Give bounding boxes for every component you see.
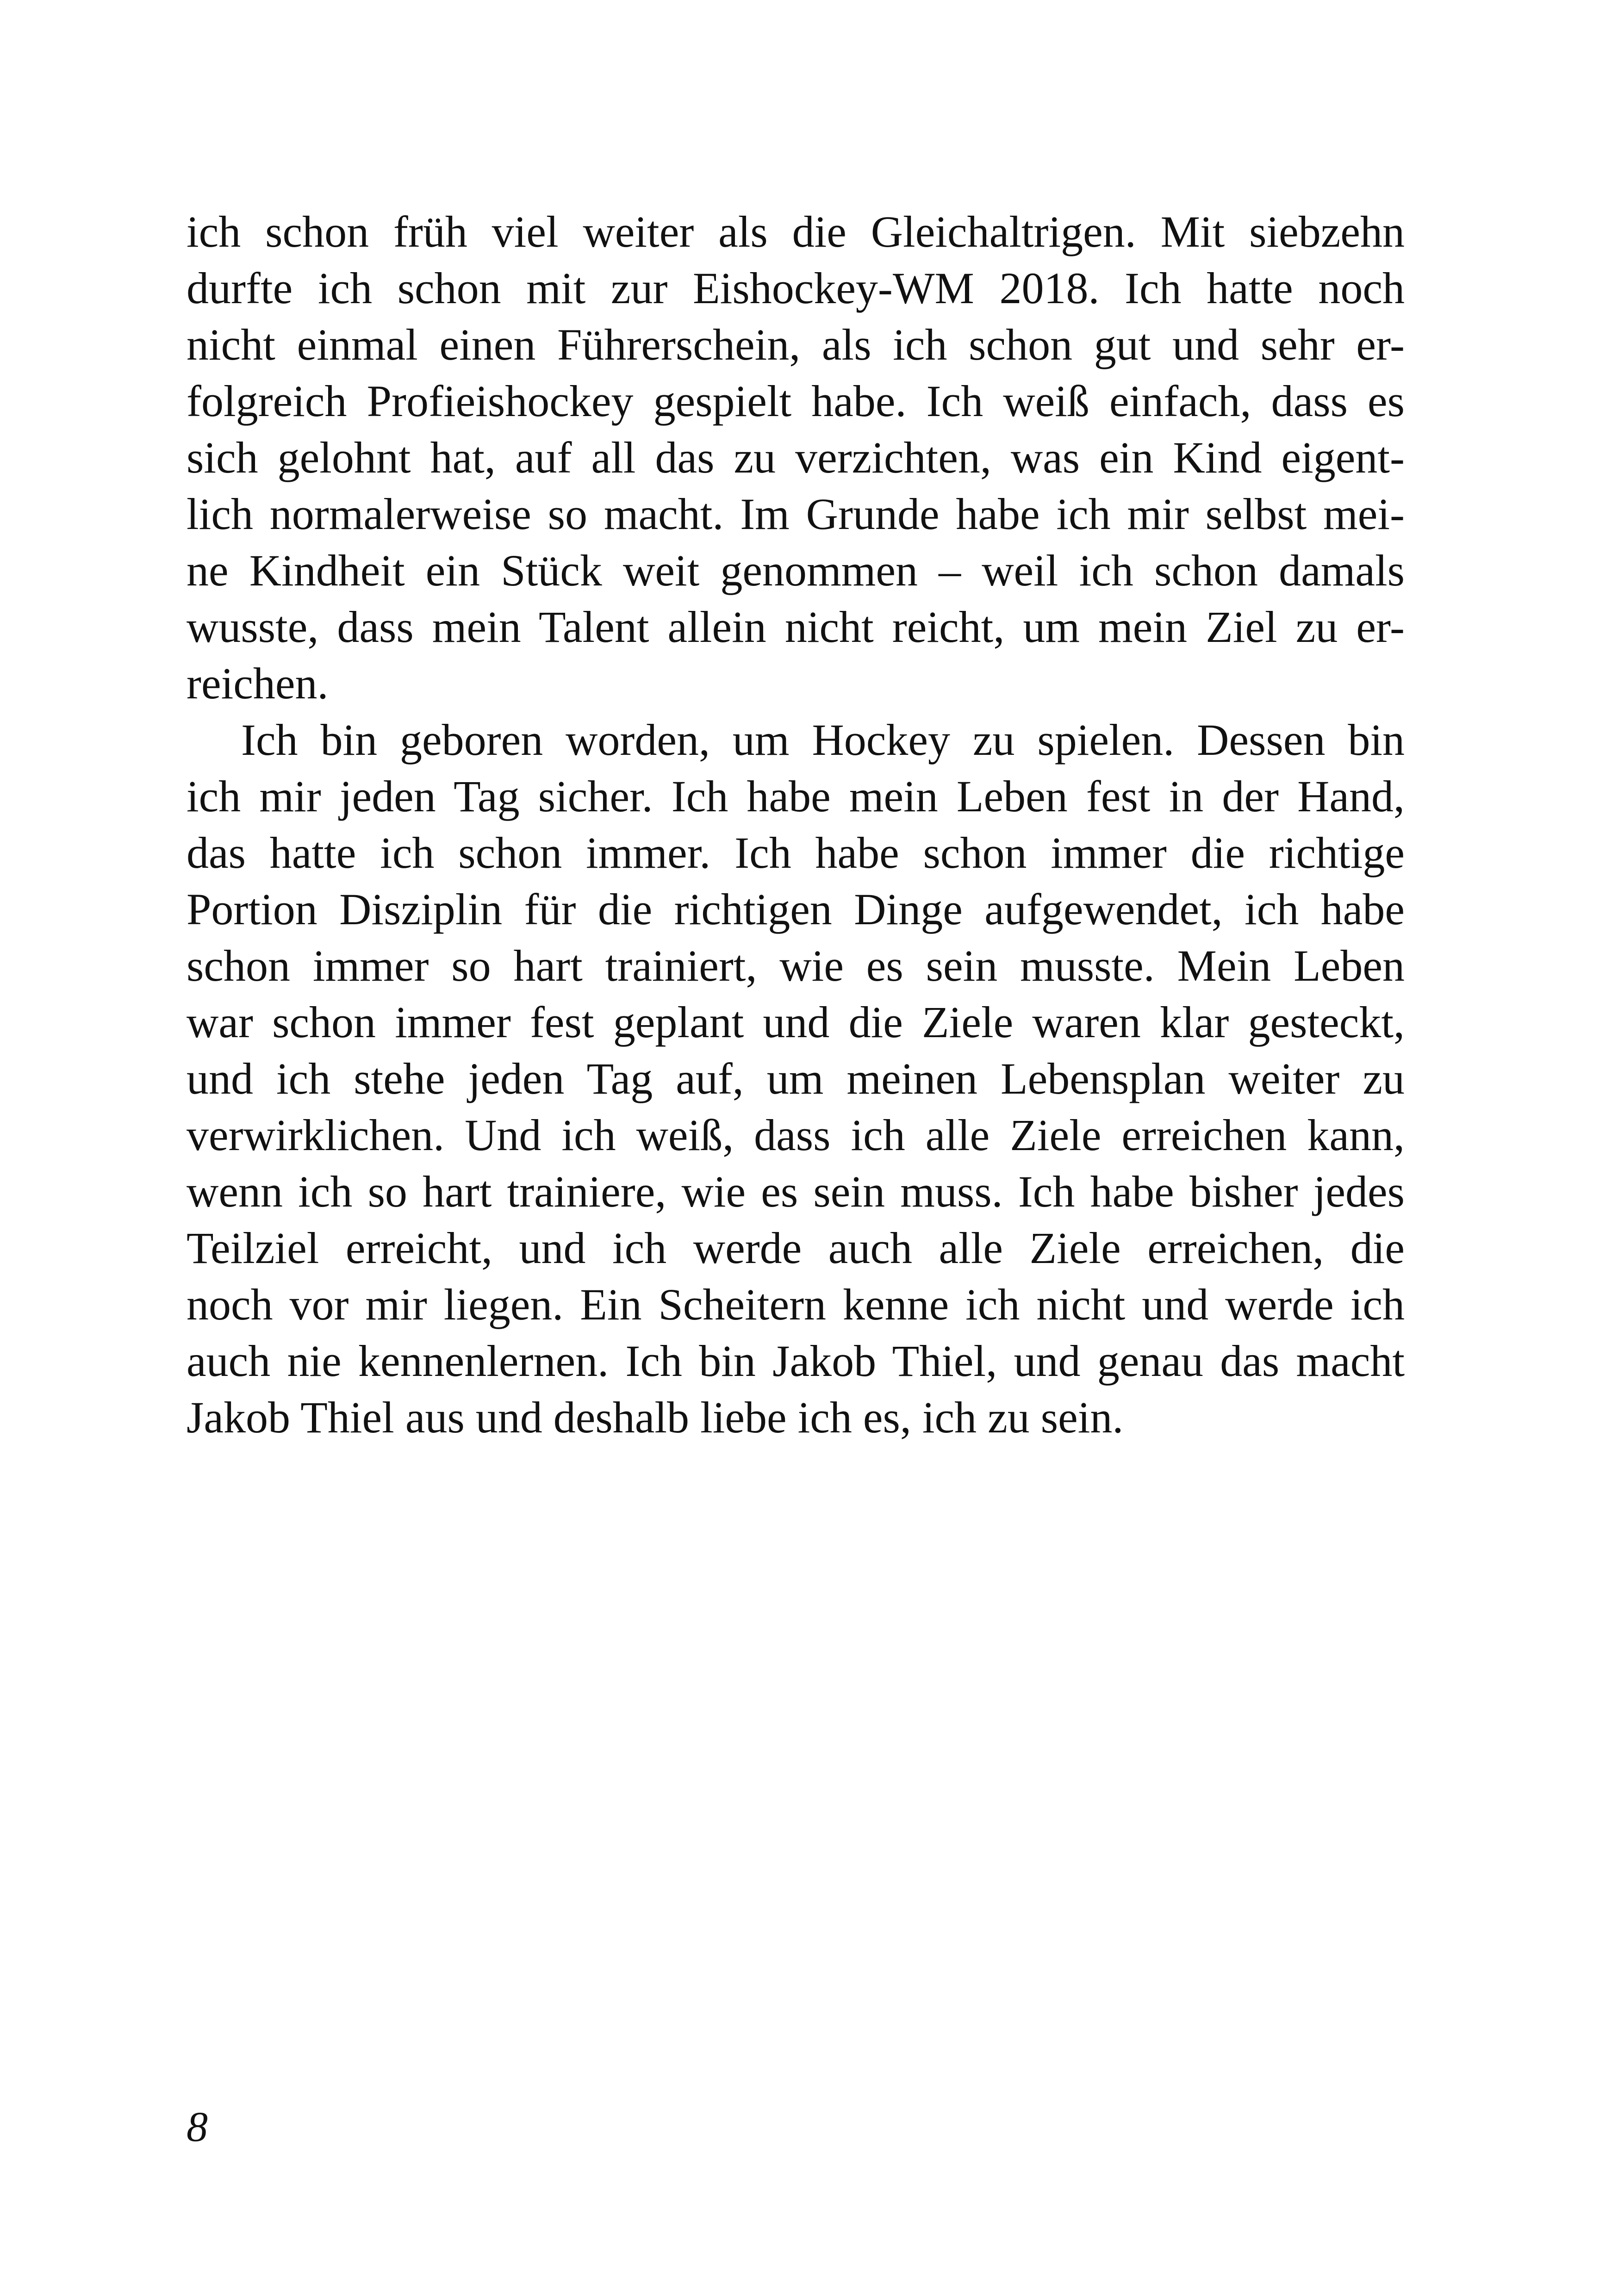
text-line: reichen. <box>187 659 329 708</box>
page-number: 8 <box>187 2103 208 2150</box>
text-line: Teilziel erreicht, und ich werde auch alle Ziele erreichen, die <box>187 1223 1405 1273</box>
text-line: ich mir jeden Tag sicher. Ich habe mein Leben fest in der Hand, <box>187 772 1405 821</box>
text-line: wenn ich so hart trainiere, wie es sein muss. Ich habe bisher jedes <box>187 1167 1405 1216</box>
text-line: war schon immer fest geplant und die Ziele waren klar gesteckt, <box>187 997 1405 1047</box>
text-line: Ich bin geboren worden, um Hockey zu spielen. Dessen bin <box>241 715 1405 765</box>
text-line: sich gelohnt hat, auf all das zu verzichten, was ein Kind eigent- <box>187 433 1405 482</box>
body-text <box>187 204 1405 1446</box>
text-line: wusste, dass mein Talent allein nicht reicht, um mein Ziel zu er- <box>187 602 1405 652</box>
paragraph-2 <box>187 712 1405 1446</box>
text-line: das hatte ich schon immer. Ich habe schon immer die richtige <box>187 828 1405 877</box>
text-line: ich schon früh viel weiter als die Gleichaltrigen. Mit siebzehn <box>187 207 1405 256</box>
text-line: noch vor mir liegen. Ein Scheitern kenne ich nicht und werde ich <box>187 1280 1405 1329</box>
text-line: schon immer so hart trainiert, wie es sein musste. Mein Leben <box>187 941 1405 990</box>
text-line: verwirklichen. Und ich weiß, dass ich alle Ziele erreichen kann, <box>187 1110 1405 1160</box>
text-line: durfte ich schon mit zur Eishockey-WM 2018. Ich hatte noch <box>187 263 1405 313</box>
text-line: und ich stehe jeden Tag auf, um meinen Lebensplan weiter zu <box>187 1054 1405 1103</box>
text-line: folgreich Profieishockey gespielt habe. Ich weiß einfach, dass es <box>187 376 1405 426</box>
text-line: Jakob Thiel aus und deshalb liebe ich es, ich zu sein. <box>187 1393 1124 1442</box>
text-line: auch nie kennenlernen. Ich bin Jakob Thiel, und genau das macht <box>187 1336 1405 1386</box>
paragraph-1 <box>187 204 1405 712</box>
text-line: nicht einmal einen Führerschein, als ich schon gut und sehr er- <box>187 320 1405 369</box>
text-line: Portion Disziplin für die richtigen Dinge aufgewendet, ich habe <box>187 884 1405 934</box>
text-line: lich normalerweise so macht. Im Grunde habe ich mir selbst mei- <box>187 489 1405 539</box>
text-line: ne Kindheit ein Stück weit genommen – weil ich schon damals <box>187 546 1405 595</box>
